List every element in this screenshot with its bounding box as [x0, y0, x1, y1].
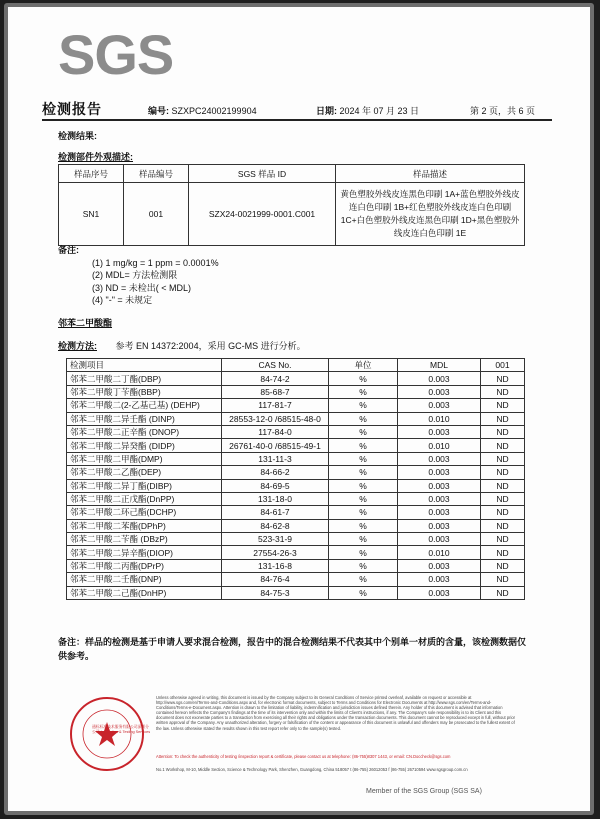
table-cell: 0.003: [398, 586, 481, 599]
table-row: [67, 492, 525, 505]
table-cell: 0.003: [398, 519, 481, 532]
table-cell: ND: [481, 506, 525, 519]
table-row: [67, 506, 525, 519]
results-title: 检测结果:: [58, 131, 97, 141]
footnote: 备注：样品的检测是基于申请人要求混合检测，报告中的混合检测结果不代表其中个别单一材质的含量，该检测数据仅供参考。: [58, 637, 527, 661]
header-rule: [42, 119, 552, 121]
test-method: 检测方法: 参考 EN 14372:2004，采用 GC-MS 进行分析。: [58, 341, 306, 351]
table-cell: ND: [481, 546, 525, 559]
report-page: [8, 7, 590, 811]
table-cell: 27554-26-3: [222, 546, 329, 559]
table-cell: 84-69-5: [222, 479, 329, 492]
company-address: No.1 Workshop, M-10, Middle Section, Science & Technology Park, Shenzhen, Guangdong, China 518057 t (86-755) 26012053 f (86-755) 26710594 www.sgsgroup.com.cn: [156, 767, 468, 772]
table-cell: ND: [481, 559, 525, 572]
table-cell: %: [329, 466, 398, 479]
col-item: 检测项目: [67, 359, 222, 372]
table-cell: ND: [481, 519, 525, 532]
table-cell: 邻苯二甲酸二己酯(DnHP): [67, 586, 222, 599]
table-cell: 84-74-2: [222, 372, 329, 385]
table-cell: 邻苯二甲酸二甲酯(DMP): [67, 452, 222, 465]
results-table: [66, 358, 525, 600]
authenticity-notice: Attention: To check the authenticity of testing /inspection report & certificate, please contact us at telephone: (86-755)8307 1443, or email: CN.Doccheck@sgs.com: [156, 754, 451, 759]
table-row: [67, 533, 525, 546]
table-cell: 0.003: [398, 425, 481, 438]
table-cell: 0.010: [398, 412, 481, 425]
table-row: [67, 559, 525, 572]
table-cell: 117-81-7: [222, 399, 329, 412]
table-cell: %: [329, 559, 398, 572]
table-cell: ND: [481, 425, 525, 438]
remark-item: (1) 1 mg/kg = 1 ppm = 0.0001%: [92, 258, 219, 268]
table-row: [67, 439, 525, 452]
table-cell: 0.003: [398, 385, 481, 398]
table-cell: 26761-40-0 /68515-49-1: [222, 439, 329, 452]
remark-item: (4) "-" = 未规定: [92, 294, 153, 305]
table-cell: %: [329, 372, 398, 385]
table-cell: 131-11-3: [222, 452, 329, 465]
table-cell: 邻苯二甲酸二丙酯(DPrP): [67, 559, 222, 572]
table-cell: ND: [481, 492, 525, 505]
table-cell: 邻苯二甲酸二丁酯(DBP): [67, 372, 222, 385]
stamp-text: 通标标准技术服务有限公司深圳分公司 Inspection & Testing Services: [92, 725, 151, 734]
table-cell: 0.003: [398, 399, 481, 412]
table-row: [67, 399, 525, 412]
table-row: [67, 425, 525, 438]
table-cell: 邻苯二甲酸二苄酯 (DBzP): [67, 533, 222, 546]
table-row: [67, 479, 525, 492]
table-cell: 131-16-8: [222, 559, 329, 572]
col-seq: 样品序号: [59, 165, 124, 183]
table-row: [67, 372, 525, 385]
table-cell: ND: [481, 385, 525, 398]
col-unit: 单位: [329, 359, 398, 372]
table-cell: 0.003: [398, 479, 481, 492]
remarks-list: [92, 257, 219, 306]
table-cell: %: [329, 425, 398, 438]
table-row: [67, 586, 525, 599]
table-cell: 0.003: [398, 372, 481, 385]
table-cell: 84-62-8: [222, 519, 329, 532]
table-cell: 邻苯二甲酸二(2-乙基己基) (DEHP): [67, 399, 222, 412]
table-cell: %: [329, 412, 398, 425]
table-cell: ND: [481, 479, 525, 492]
disclaimer: Unless otherwise agreed in writing, this document is issued by the Company subject to its General Conditions of Service printed overleaf, available on request or accessible at http://www.sgs.com/en/Terms-and-Conditions.aspx and, for electronic format documents, subject to Terms and Conditions for Electronic Documents at http://www.sgs.com/en/Terms-and-Conditions/Terms-e-Document.aspx. Attention is drawn to the limitation of liability, indemnification and jurisdiction issues defined therein. Any holder of this document is advised that information contained hereon reflects the Company's findings at the time of its intervention only and within the limits of Client's instructions, if any. The Company's sole responsibility is to its Client and this document does not exonerate parties to a transaction from exercising all their rights and obligations under the transaction documents. This document cannot be reproduced except in full, without prior written approval of the Company. Any unauthorized alteration, forgery or falsification of the content or appearance of this document is unlawful and offenders may be prosecuted to the fullest extent of the law. Unless otherwise stated the results shown in this test report refer only to the sample(s) tested.: [156, 695, 516, 731]
table-cell: 0.003: [398, 573, 481, 586]
table-cell: %: [329, 546, 398, 559]
table-row: [67, 412, 525, 425]
table-cell: 邻苯二甲酸二异癸酯 (DIDP): [67, 439, 222, 452]
table-row: [67, 573, 525, 586]
table-cell: %: [329, 439, 398, 452]
remark-item: (3) ND = 未检出( < MDL): [92, 282, 192, 293]
table-cell: 85-68-7: [222, 385, 329, 398]
table-cell: 0.003: [398, 466, 481, 479]
sample-seq: SN1: [59, 183, 124, 246]
table-row: [67, 466, 525, 479]
table-cell: %: [329, 479, 398, 492]
table-cell: ND: [481, 573, 525, 586]
table-cell: %: [329, 573, 398, 586]
table-cell: 28553-12-0 /68515-48-0: [222, 412, 329, 425]
table-cell: 0.003: [398, 506, 481, 519]
table-cell: ND: [481, 372, 525, 385]
table-cell: 邻苯二甲酸二苯酯(DPhP): [67, 519, 222, 532]
table-cell: 0.003: [398, 559, 481, 572]
table-cell: 0.003: [398, 452, 481, 465]
table-cell: ND: [481, 466, 525, 479]
remark-item: (2) MDL= 方法检测限: [92, 270, 178, 281]
report-title: 检测报告: [42, 101, 102, 117]
col-cas: CAS No.: [222, 359, 329, 372]
sample-no: 001: [124, 183, 189, 246]
col-desc: 样品描述: [336, 165, 525, 183]
table-cell: %: [329, 492, 398, 505]
table-cell: 邻苯二甲酸二乙酯(DEP): [67, 466, 222, 479]
table-cell: 邻苯二甲酸二环己酯(DCHP): [67, 506, 222, 519]
table-cell: 523-31-9: [222, 533, 329, 546]
table-cell: 邻苯二甲酸丁苄酯(BBP): [67, 385, 222, 398]
table-cell: 邻苯二甲酸二异壬酯 (DINP): [67, 412, 222, 425]
table-cell: %: [329, 533, 398, 546]
table-cell: %: [329, 586, 398, 599]
table-cell: ND: [481, 586, 525, 599]
table-cell: 0.003: [398, 492, 481, 505]
report-date: 日期: 2024 年 07 月 23 日: [316, 106, 420, 116]
table-cell: ND: [481, 533, 525, 546]
sample-id: SZX24-0021999-0001.C001: [189, 183, 336, 246]
report-number: 编号: SZXPC24002199904: [148, 106, 257, 116]
table-cell: 0.010: [398, 439, 481, 452]
table-cell: 0.010: [398, 546, 481, 559]
col-mdl: MDL: [398, 359, 481, 372]
sample-desc: 黄色塑胶外线皮连黑色印刷 1A+蓝色塑胶外线皮连白色印刷 1B+红色塑胶外线皮连白色印刷 1C+白色塑胶外线皮连黑色印刷 1D+黑色塑胶外线皮连白色印刷 1E: [336, 183, 525, 246]
table-cell: 邻苯二甲酸二正戊酯(DnPP): [67, 492, 222, 505]
table-row: [67, 385, 525, 398]
table-cell: %: [329, 399, 398, 412]
table-cell: 84-75-3: [222, 586, 329, 599]
table-row: [67, 519, 525, 532]
table-cell: 131-18-0: [222, 492, 329, 505]
table-cell: 邻苯二甲酸二异丁酯(DIBP): [67, 479, 222, 492]
col-no: 样品编号: [124, 165, 189, 183]
sample-table: [58, 164, 525, 246]
table-row: [67, 452, 525, 465]
table-cell: 117-84-0: [222, 425, 329, 438]
col-001: 001: [481, 359, 525, 372]
table-cell: 0.003: [398, 533, 481, 546]
member-text: Member of the SGS Group (SGS SA): [366, 788, 482, 795]
remarks-title: 备注:: [58, 245, 79, 255]
table-cell: 邻苯二甲酸二正辛酯 (DNOP): [67, 425, 222, 438]
table-cell: 邻苯二甲酸二异辛酯(DIOP): [67, 546, 222, 559]
table-cell: ND: [481, 439, 525, 452]
table-cell: ND: [481, 452, 525, 465]
table-cell: %: [329, 452, 398, 465]
table-cell: 84-76-4: [222, 573, 329, 586]
table-cell: ND: [481, 412, 525, 425]
table-row: [67, 546, 525, 559]
table-cell: 邻苯二甲酸二壬酯(DNP): [67, 573, 222, 586]
table-row: [59, 183, 525, 246]
table-cell: %: [329, 385, 398, 398]
sgs-logo: SGS: [58, 23, 174, 86]
phthalate-title: 邻苯二甲酸酯: [58, 318, 113, 328]
table-cell: ND: [481, 399, 525, 412]
table-cell: %: [329, 506, 398, 519]
parts-title: 检测部件外观描述:: [58, 152, 133, 162]
table-cell: %: [329, 519, 398, 532]
col-id: SGS 样品 ID: [189, 165, 336, 183]
page-number: 第 2 页，共 6 页: [470, 106, 536, 116]
table-cell: 84-66-2: [222, 466, 329, 479]
table-cell: 84-61-7: [222, 506, 329, 519]
